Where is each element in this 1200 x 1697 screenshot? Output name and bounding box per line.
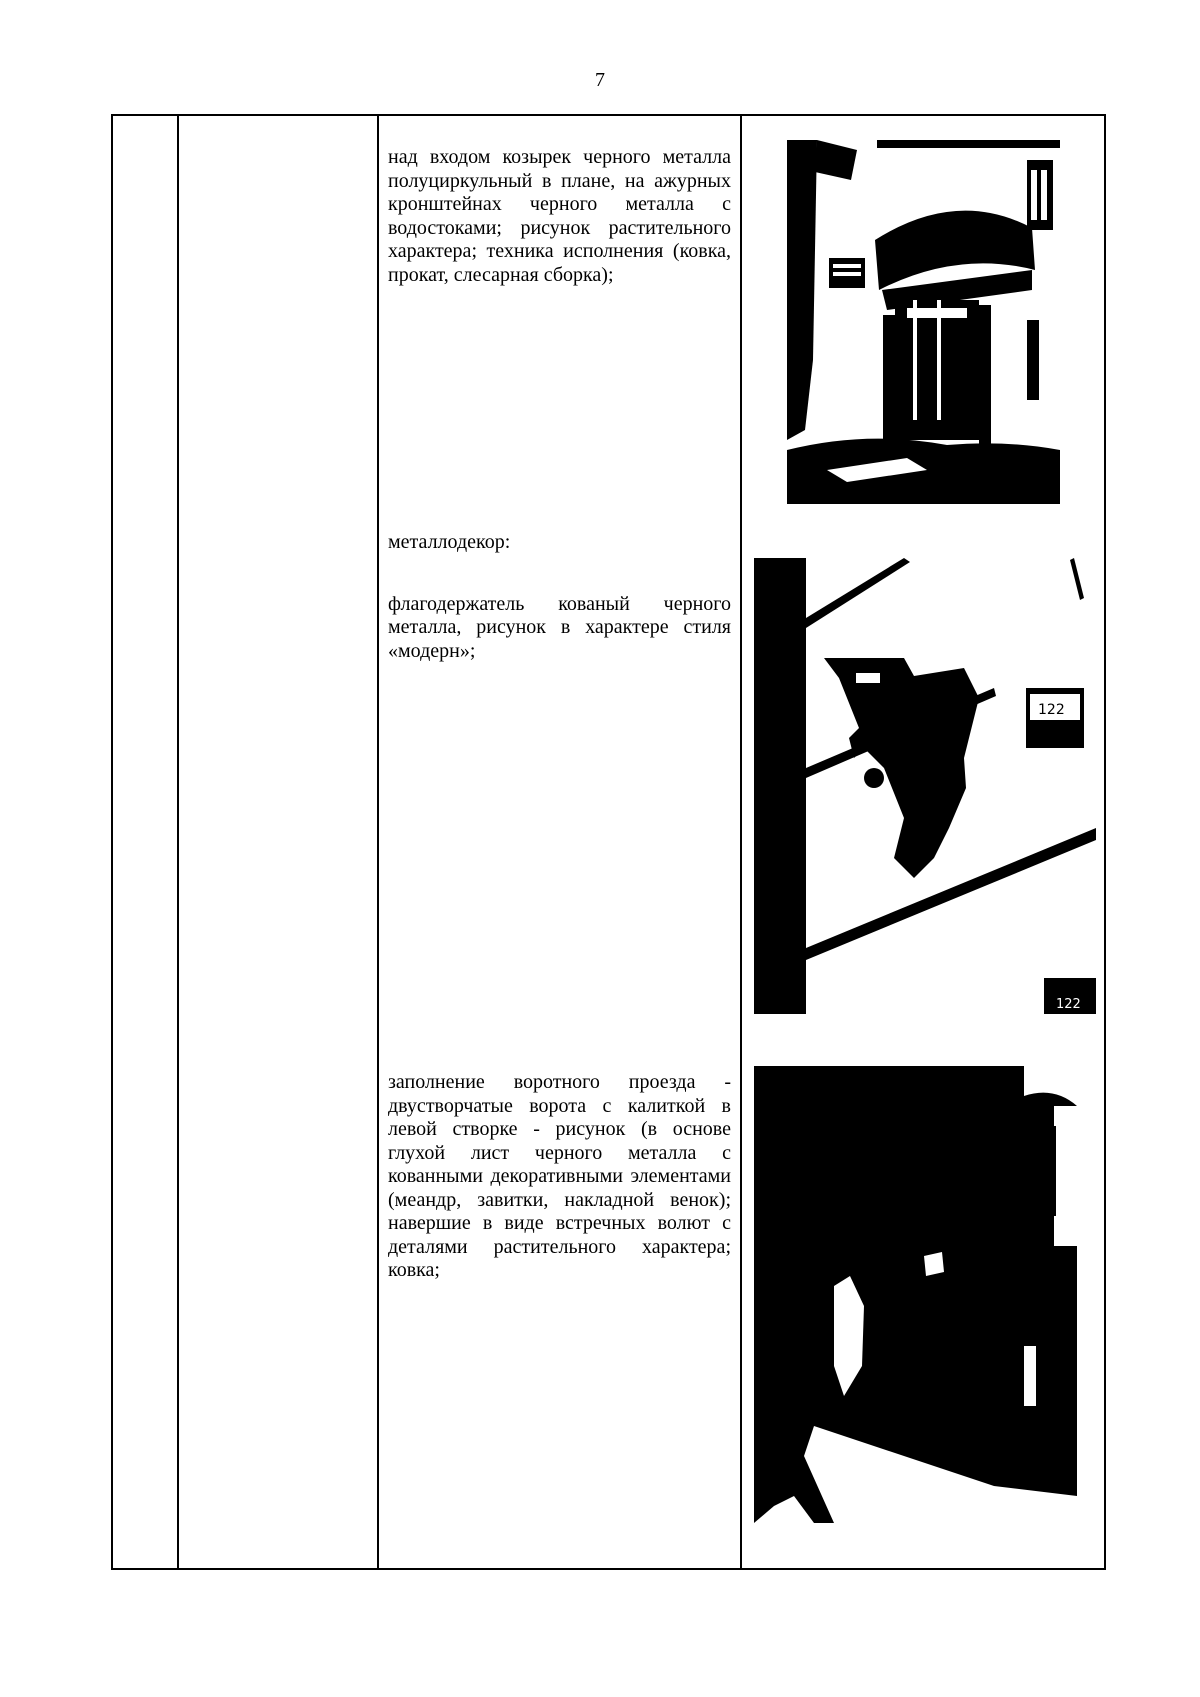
page-number: 7 — [595, 69, 605, 91]
row-1-text: над входом козырек черного металла полуциркульный в плане, на ажурных кронштейнах черного металла с водостоками; рисунок растительного характера; техника исполнения (ковка, прокат, слесарная сборка); — [388, 146, 731, 286]
flag-holder-sign-number: 122 — [1038, 702, 1065, 718]
row-2-description — [388, 531, 731, 663]
row-3-description — [388, 1071, 731, 1283]
column-divider-3 — [740, 116, 742, 1568]
row-2-heading: металлодекор: — [388, 531, 511, 553]
column-divider-1 — [177, 116, 179, 1568]
canopy-image — [787, 140, 1060, 504]
row-1-description — [388, 146, 731, 287]
flag-holder-image — [754, 558, 1096, 1014]
gate-image — [754, 1066, 1077, 1523]
row-3-text: заполнение воротного проезда - двустворчатые ворота с калиткой в левой створке - рисунок (в основе глухой лист черного металла с кованными декоративными элементами (меандр, завитки, накладной венок); навершие в виде встречных волют с деталями растительного характера; ковка; — [388, 1071, 731, 1281]
photo-canopy — [787, 140, 1060, 504]
row-2-text: флагодержатель кованый черного металла, рисунок в характере стиля «модерн»; — [388, 592, 731, 662]
photo-gate — [754, 1066, 1077, 1523]
photo-flag-holder — [754, 558, 1096, 1014]
bottom-sign-number: 122 — [1056, 997, 1081, 1012]
column-divider-2 — [377, 116, 379, 1568]
